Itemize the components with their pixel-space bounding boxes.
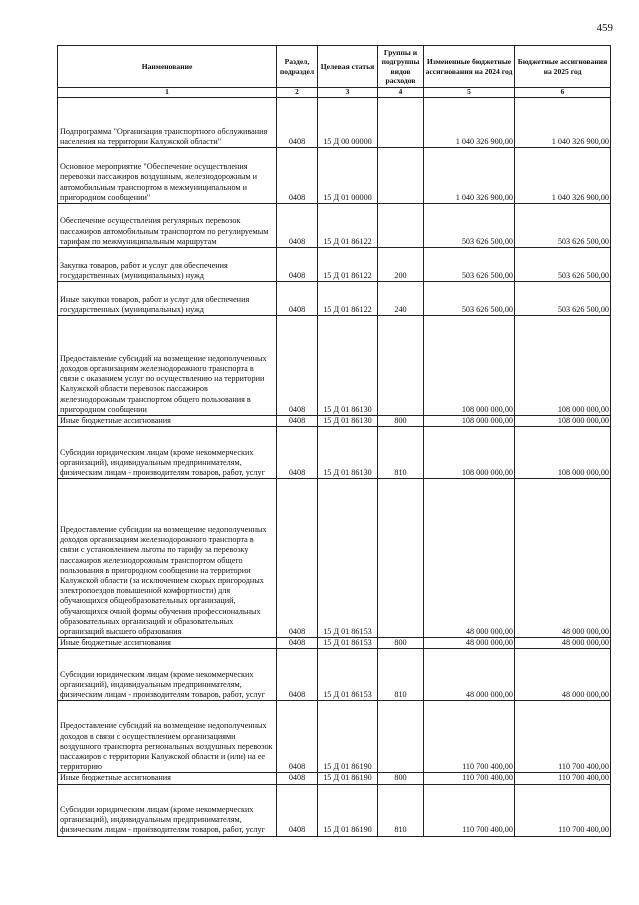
column-number: 4 (378, 88, 424, 98)
row-amount-2025: 110 700 400,00 (515, 701, 611, 773)
row-group: 800 (378, 416, 424, 427)
row-section: 0408 (277, 638, 318, 649)
row-amount-2024: 110 700 400,00 (424, 701, 515, 773)
row-section: 0408 (277, 316, 318, 416)
row-amount-2024: 110 700 400,00 (424, 784, 515, 836)
row-group: 810 (378, 784, 424, 836)
column-number-row (58, 88, 611, 98)
row-amount-2025: 48 000 000,00 (515, 479, 611, 638)
row-name: Субсидии юридическим лицам (кроме некоммерческих организаций), индивидуальным предпринимателям, физическим лицам - производителям товаров, работ, услуг (58, 649, 277, 701)
row-target: 15 Д 01 00000 (318, 148, 378, 204)
header-changed-2024: Измененные бюджетные ассигнования на 2024 год (424, 46, 515, 88)
row-name: Предоставление субсидий на возмещение недополученных доходов в связи с осуществлением организациями воздушного транспорта региональных воздушных перевозок пассажиров с территории Калужской области и (или) на ее территорию (58, 701, 277, 773)
row-amount-2025: 110 700 400,00 (515, 784, 611, 836)
header-section: Раздел, подраздел (277, 46, 318, 88)
row-amount-2025: 108 000 000,00 (515, 416, 611, 427)
row-group: 800 (378, 773, 424, 784)
row-section: 0408 (277, 773, 318, 784)
row-section: 0408 (277, 98, 318, 148)
row-group (378, 316, 424, 416)
page-number: 459 (596, 22, 613, 34)
header-budget-2025: Бюджетные ассигнования на 2025 год (515, 46, 611, 88)
row-amount-2025: 503 626 500,00 (515, 204, 611, 248)
column-number: 5 (424, 88, 515, 98)
row-target: 15 Д 01 86153 (318, 649, 378, 701)
row-group (378, 479, 424, 638)
row-target: 15 Д 01 86153 (318, 638, 378, 649)
header-groups: Группы и подгруппы видов расходов (378, 46, 424, 88)
row-section: 0408 (277, 479, 318, 638)
row-amount-2024: 108 000 000,00 (424, 416, 515, 427)
column-number: 1 (58, 88, 277, 98)
row-amount-2024: 48 000 000,00 (424, 638, 515, 649)
row-group (378, 98, 424, 148)
table-row (58, 784, 611, 836)
table-row (58, 316, 611, 416)
row-section: 0408 (277, 649, 318, 701)
row-section: 0408 (277, 701, 318, 773)
header-name: Наименование (58, 46, 277, 88)
row-name: Основное мероприятие "Обеспечение осуществления перевозки пассажиров воздушным, железнодорожным и автомобильным транспортом в межмуниципальном и пригородном сообщении" (58, 148, 277, 204)
table-row (58, 98, 611, 148)
row-section: 0408 (277, 427, 318, 479)
row-group: 810 (378, 427, 424, 479)
row-amount-2025: 1 040 326 900,00 (515, 148, 611, 204)
row-section: 0408 (277, 148, 318, 204)
row-amount-2025: 503 626 500,00 (515, 282, 611, 316)
column-number: 2 (277, 88, 318, 98)
row-group: 800 (378, 638, 424, 649)
row-name: Подпрограмма "Организация транспортного обслуживания населения на территории Калужской области" (58, 98, 277, 148)
row-section: 0408 (277, 248, 318, 282)
row-target: 15 Д 01 86130 (318, 416, 378, 427)
row-name: Иные закупки товаров, работ и услуг для обеспечения государственных (муниципальных) нужд (58, 282, 277, 316)
row-target: 15 Д 01 86153 (318, 479, 378, 638)
row-target: 15 Д 01 86130 (318, 427, 378, 479)
row-amount-2025: 48 000 000,00 (515, 638, 611, 649)
row-amount-2025: 503 626 500,00 (515, 248, 611, 282)
row-name: Обеспечение осуществления регулярных перевозок пассажиров автомобильным транспортом по регулируемым тарифам по межмуниципальным маршрутам (58, 204, 277, 248)
table-row (58, 649, 611, 701)
row-amount-2024: 110 700 400,00 (424, 773, 515, 784)
row-amount-2024: 48 000 000,00 (424, 479, 515, 638)
row-amount-2024: 1 040 326 900,00 (424, 98, 515, 148)
row-amount-2024: 108 000 000,00 (424, 427, 515, 479)
row-target: 15 Д 01 86122 (318, 204, 378, 248)
row-section: 0408 (277, 282, 318, 316)
row-amount-2024: 1 040 326 900,00 (424, 148, 515, 204)
column-number: 6 (515, 88, 611, 98)
row-name: Предоставление субсидий на возмещение недополученных доходов организациям железнодорожного транспорта в связи с оказанием услуг по осуществлению на территории Калужской области перевозок пассажиров железнодорожным транспортом общего пользования в пригородном сообщении (58, 316, 277, 416)
header-row (58, 46, 611, 88)
row-target: 15 Д 01 86122 (318, 248, 378, 282)
table-row (58, 427, 611, 479)
table-row (58, 204, 611, 248)
row-target: 15 Д 01 86190 (318, 784, 378, 836)
row-name: Субсидии юридическим лицам (кроме некоммерческих организаций), индивидуальным предпринимателям, физическим лицам - производителям товаров, работ, услуг (58, 784, 277, 836)
row-amount-2025: 108 000 000,00 (515, 316, 611, 416)
row-group: 200 (378, 248, 424, 282)
row-target: 15 Д 00 00000 (318, 98, 378, 148)
row-amount-2024: 48 000 000,00 (424, 649, 515, 701)
row-amount-2024: 503 626 500,00 (424, 204, 515, 248)
row-name: Субсидии юридическим лицам (кроме некоммерческих организаций), индивидуальным предпринимателям, физическим лицам - производителям товаров, работ, услуг (58, 427, 277, 479)
row-amount-2025: 108 000 000,00 (515, 427, 611, 479)
row-target: 15 Д 01 86122 (318, 282, 378, 316)
column-number: 3 (318, 88, 378, 98)
row-group: 240 (378, 282, 424, 316)
table-row (58, 248, 611, 282)
row-amount-2025: 48 000 000,00 (515, 649, 611, 701)
row-section: 0408 (277, 416, 318, 427)
table-row (58, 148, 611, 204)
row-group (378, 204, 424, 248)
table-row (58, 282, 611, 316)
header-target: Целевая статья (318, 46, 378, 88)
row-name: Иные бюджетные ассигнования (58, 773, 277, 784)
row-name: Предоставление субсидии на возмещение недополученных доходов организациям железнодорожного транспорта в связи с установлением льготы по тарифу за перевозку пассажиров железнодорожным транспортом общего пользования в пригородном сообщении на территории Калужской области (за исключением скорых пригородных электропоездов повышенной комфортности) для обучающихся общеобразовательных организаций, обучающихся очной формы обучения профессиональных образовательных организаций и образовательных организаций высшего образования (58, 479, 277, 638)
row-name: Закупка товаров, работ и услуг для обеспечения государственных (муниципальных) нужд (58, 248, 277, 282)
row-name: Иные бюджетные ассигнования (58, 638, 277, 649)
row-name: Иные бюджетные ассигнования (58, 416, 277, 427)
row-group (378, 701, 424, 773)
row-group (378, 148, 424, 204)
table-row (58, 479, 611, 638)
table-row (58, 416, 611, 427)
row-target: 15 Д 01 86190 (318, 701, 378, 773)
row-target: 15 Д 01 86130 (318, 316, 378, 416)
table-row (58, 701, 611, 773)
table-row (58, 638, 611, 649)
row-amount-2024: 503 626 500,00 (424, 282, 515, 316)
row-amount-2025: 1 040 326 900,00 (515, 98, 611, 148)
row-amount-2024: 108 000 000,00 (424, 316, 515, 416)
row-section: 0408 (277, 204, 318, 248)
budget-table (57, 45, 611, 837)
row-amount-2024: 503 626 500,00 (424, 248, 515, 282)
table-row (58, 773, 611, 784)
row-target: 15 Д 01 86190 (318, 773, 378, 784)
row-amount-2025: 110 700 400,00 (515, 773, 611, 784)
row-section: 0408 (277, 784, 318, 836)
row-group: 810 (378, 649, 424, 701)
